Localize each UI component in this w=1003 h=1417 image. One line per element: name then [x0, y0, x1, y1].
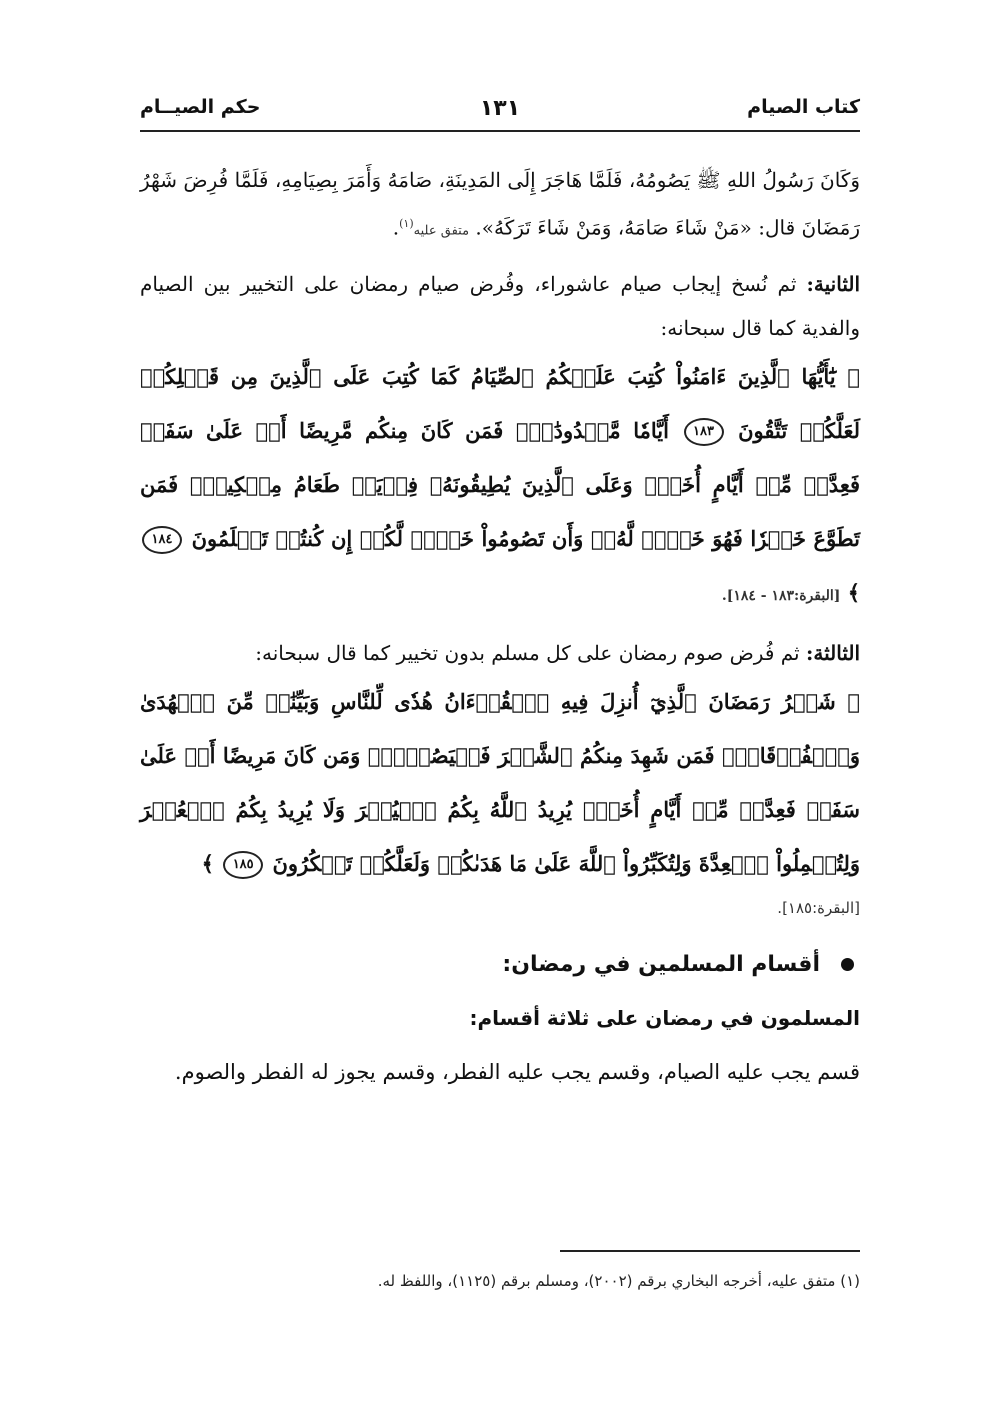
- verse-184-text: أَيَّامٗا مَّعۡدُودَٰتٖۚ فَمَن كَانَ مِنكُم مَّرِيضًا أَوۡ عَلَىٰ سَفَرٖ فَعِدَّةٞ مِّنۡ أَيَّامٍ أُخَرَۚ وَعَلَى ٱلَّذِينَ يُطِيقُونَهُۥ فِدۡيَةٞ طَعَامُ مِسۡكِينٖۖ فَمَن تَطَوَّعَ خَيۡرٗا فَهُوَ خَيۡرٞ لَّهُۥۚ وَأَن تَصُومُواْ خَيۡرٞ لَّكُمۡ إِن كُنتُمۡ تَعۡلَمُونَ: [140, 417, 860, 551]
- running-header: [140, 96, 860, 130]
- section-subheading: المسلمون في رمضان على ثلاثة أقسام:: [469, 1005, 860, 1030]
- ayah-number-184: ١٨٤: [142, 526, 182, 554]
- chapter-title: حكم الصيــام: [140, 96, 261, 118]
- hadith-source: متفق عليه: [413, 223, 470, 239]
- verse-open-bracket: ﴿: [847, 363, 860, 389]
- third-stage-intro: [140, 631, 860, 675]
- second-stage: [140, 262, 860, 623]
- footnote: (١) متفق عليه، أخرجه البخاري برقم (٢٠٠٢)، ومسلم برقم (١١٢٥)، واللفظ له.: [377, 1272, 860, 1290]
- verse-close-bracket: ﴾: [847, 579, 860, 605]
- second-stage-label: الثانية:: [806, 271, 861, 296]
- quran-verse-183-184: [140, 350, 860, 623]
- footnote-divider: [560, 1250, 860, 1252]
- third-stage-text: ثم فُرض صوم رمضان على كل مسلم بدون تخيير كما قال سبحانه:: [255, 640, 800, 665]
- page-content: [140, 158, 860, 1095]
- ayah-number-183: ١٨٣: [684, 418, 724, 446]
- verse-183-text: يَٰٓأَيُّهَا ٱلَّذِينَ ءَامَنُواْ كُتِبَ عَلَيۡكُمُ ٱلصِّيَامُ كَمَا كُتِبَ عَلَى ٱلَّذِينَ مِن قَبۡلِكُمۡ لَعَلَّكُمۡ تَتَّقُونَ: [140, 363, 861, 443]
- ayah-number-185: ١٨٥: [223, 851, 263, 879]
- bullet-icon: [841, 958, 854, 971]
- section-heading-text: أقسام المسلمين في رمضان:: [502, 951, 820, 977]
- footnote-marker[interactable]: (١): [399, 217, 414, 230]
- page-number: ١٣١: [479, 96, 521, 121]
- verse-reference: [البقرة:١٨٥].: [777, 898, 860, 917]
- intro-paragraph: [140, 158, 860, 254]
- verse-185-text: شَهۡرُ رَمَضَانَ ٱلَّذِيٓ أُنزِلَ فِيهِ ٱلۡقُرۡءَانُ هُدٗى لِّلنَّاسِ وَبَيِّنَٰتٖ مِّنَ ٱلۡهُدَىٰ وَٱلۡفُرۡقَانِۚ فَمَن شَهِدَ مِنكُمُ ٱلشَّهۡرَ فَلۡيَصُمۡهُۖ وَمَن كَانَ مَرِيضًا أَوۡ عَلَىٰ سَفَرٖ فَعِدَّةٞ مِّنۡ أَيَّامٍ أُخَرَۗ يُرِيدُ ٱللَّهُ بِكُمُ ٱلۡيُسۡرَ وَلَا يُرِيدُ بِكُمُ ٱلۡعُسۡرَ وَلِتُكۡمِلُواْ ٱلۡعِدَّةَ وَلِتُكَبِّرُواْ ٱللَّهَ عَلَىٰ مَا هَدَىٰكُمۡ وَلَعَلَّكُمۡ تَشۡكُرُونَ: [140, 688, 860, 876]
- section-body: قسم يجب عليه الصيام، وقسم يجب عليه الفطر، وقسم يجوز له الفطر والصوم.: [174, 1059, 860, 1084]
- verse-open-bracket: ﴿: [847, 688, 861, 714]
- book-section-title: كتاب الصيام: [747, 96, 860, 118]
- verse-close-bracket: ﴾: [201, 850, 214, 876]
- second-stage-text: ثم نُسخ إيجاب صيام عاشوراء، وفُرض صيام رمضان على التخيير بين الصيام والفدية كما قال سبحانه:: [140, 271, 860, 340]
- header-divider: [140, 130, 860, 132]
- second-stage-intro: [140, 262, 860, 350]
- verse-reference: [البقرة:١٨٣ - ١٨٤].: [721, 587, 841, 604]
- third-stage: [140, 631, 860, 923]
- quran-verse-185: [140, 675, 860, 891]
- intro-end: .: [392, 215, 400, 240]
- section-heading: [140, 945, 860, 985]
- third-stage-label: الثالثة:: [805, 640, 860, 665]
- intro-text: وَكَانَ رَسُولُ اللهِ ﷺ يَصُومُهُ، فَلَمَّا هَاجَرَ إِلَى المَدِينَةِ، صَامَهُ وَأَمَرَ بِصِيَامِهِ، فَلَمَّا فُرِضَ شَهْرُ رَمَضَانَ قال: «مَنْ شَاءَ صَامَهُ، وَمَنْ شَاءَ تَرَكَهُ».: [140, 168, 860, 240]
